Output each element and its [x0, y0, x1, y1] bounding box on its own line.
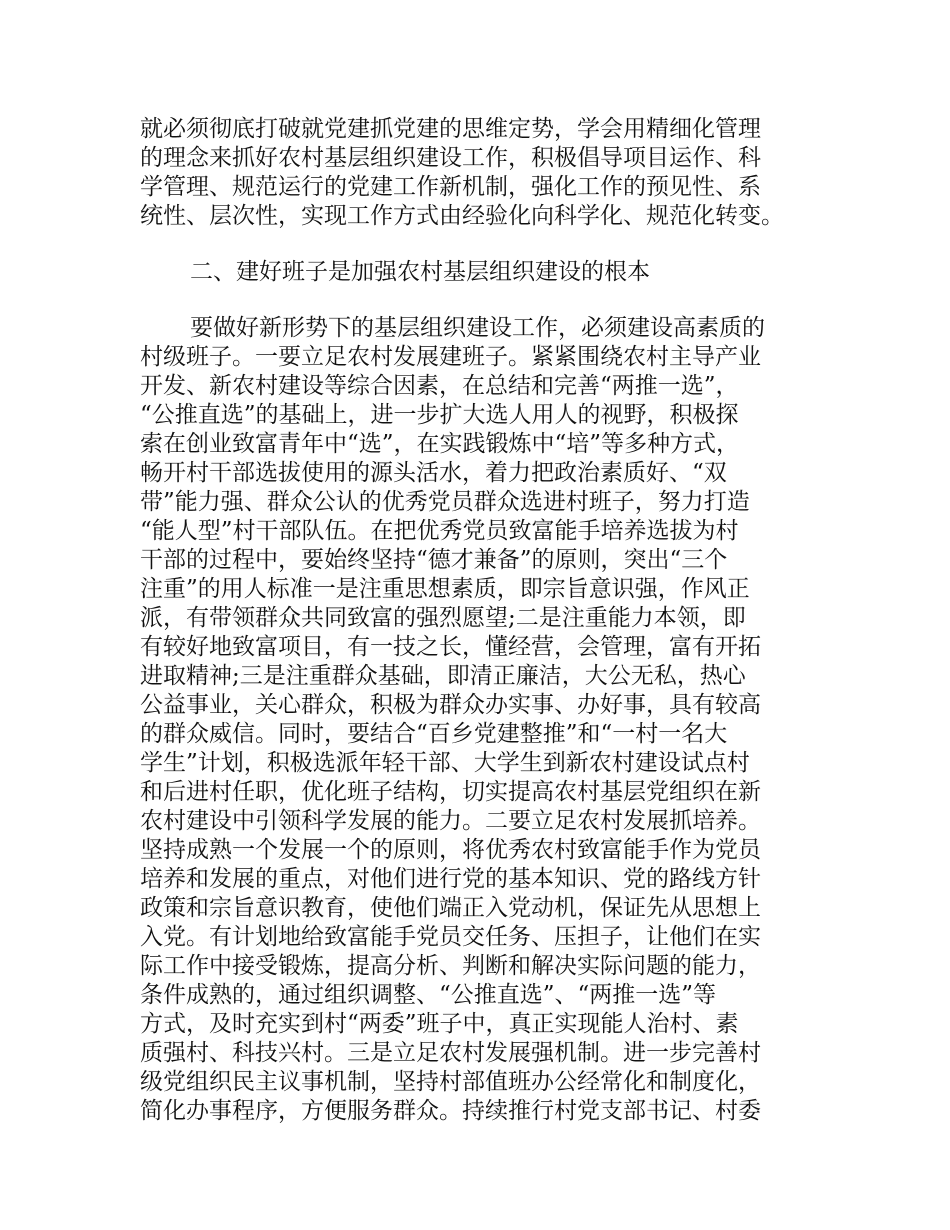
paragraph-line: 统性、层次性，实现工作方式由经验化向科学化、规范化转变。	[140, 203, 784, 229]
paragraph-line: 派，有带领群众共同致富的强烈愿望;二是注重能力本领，即	[140, 605, 746, 631]
paragraph-line: 政策和宗旨意识教育，使他们端正入党动机，保证先从思想上	[140, 895, 761, 921]
paragraph-line: 条件成熟的，通过组织调整、“公推直选”、“两推一选”等	[140, 982, 717, 1008]
paragraph-line: 就必须彻底打破就党建抓党建的思维定势，学会用精细化管理	[140, 116, 761, 142]
paragraph-line: “能人型”村干部队伍。在把优秀党员致富能手培养选拔为村	[140, 518, 739, 544]
paragraph-line: 的理念来抓好农村基层组织建设工作，积极倡导项目运作、科	[140, 145, 761, 171]
paragraph-line: 际工作中接受锻炼，提高分析、判断和解决实际问题的能力，	[140, 953, 761, 979]
paragraph-line: 带”能力强、群众公认的优秀党员群众选进村班子，努力打造	[140, 489, 750, 515]
paragraph-line: 进取精神;三是注重群众基础，即清正廉洁，大公无私，热心	[140, 663, 746, 689]
paragraph-line: 要做好新形势下的基层组织建设工作，必须建设高素质的	[190, 315, 765, 341]
paragraph-line: 农村建设中引领科学发展的能力。二要立足农村发展抓培养。	[140, 808, 761, 834]
paragraph-line: 学生”计划，积极选派年轻干部、大学生到新农村建设试点村	[140, 750, 750, 776]
paragraph-line: 畅开村干部选拔使用的源头活水，着力把政治素质好、“双	[140, 460, 727, 486]
paragraph-line: 的群众威信。同时，要结合“百乡党建整推”和“一村一名大	[140, 721, 728, 747]
paragraph-line: 质强村、科技兴村。三是立足农村发展强机制。进一步完善村	[140, 1040, 761, 1066]
paragraph-line: 有较好地致富项目，有一技之长，懂经营，会管理，富有开拓	[140, 634, 761, 660]
paragraph-line: “公推直选”的基础上，进一步扩大选人用人的视野，积极探	[140, 402, 739, 428]
paragraph-line: 村级班子。一要立足农村发展建班子。紧紧围绕农村主导产业	[140, 344, 761, 370]
paragraph-line: 公益事业，关心群众，积极为群众办实事、办好事，具有较高	[140, 692, 761, 718]
paragraph-line: 和后进村任职，优化班子结构，切实提高农村基层党组织在新	[140, 779, 761, 805]
paragraph-line: 干部的过程中，要始终坚持“德才兼备”的原则，突出“三个	[140, 547, 728, 573]
paragraph-line: 坚持成熟一个发展一个的原则，将优秀农村致富能手作为党员	[140, 837, 761, 863]
paragraph-line: 培养和发展的重点，对他们进行党的基本知识、党的路线方针	[140, 866, 761, 892]
section-heading: 二、建好班子是加强农村基层组织建设的根本	[190, 259, 650, 285]
paragraph-line: 级党组织民主议事机制，坚持村部值班办公经常化和制度化，	[140, 1069, 761, 1095]
paragraph-line: 开发、新农村建设等综合因素，在总结和完善“两推一选”，	[140, 373, 739, 399]
paragraph-line: 入党。有计划地给致富能手党员交任务、压担子，让他们在实	[140, 924, 761, 950]
paragraph-line: 方式，及时充实到村“两委”班子中，真正实现能人治村、素	[140, 1011, 739, 1037]
paragraph-line: 学管理、规范运行的党建工作新机制，强化工作的预见性、系	[140, 174, 761, 200]
paragraph-line: 简化办事程序，方便服务群众。持续推行村党支部书记、村委	[140, 1098, 761, 1124]
paragraph-line: 索在创业致富青年中“选”，在实践锻炼中“培”等多种方式，	[140, 431, 740, 457]
paragraph-line: 注重”的用人标准一是注重思想素质，即宗旨意识强，作风正	[140, 576, 750, 602]
